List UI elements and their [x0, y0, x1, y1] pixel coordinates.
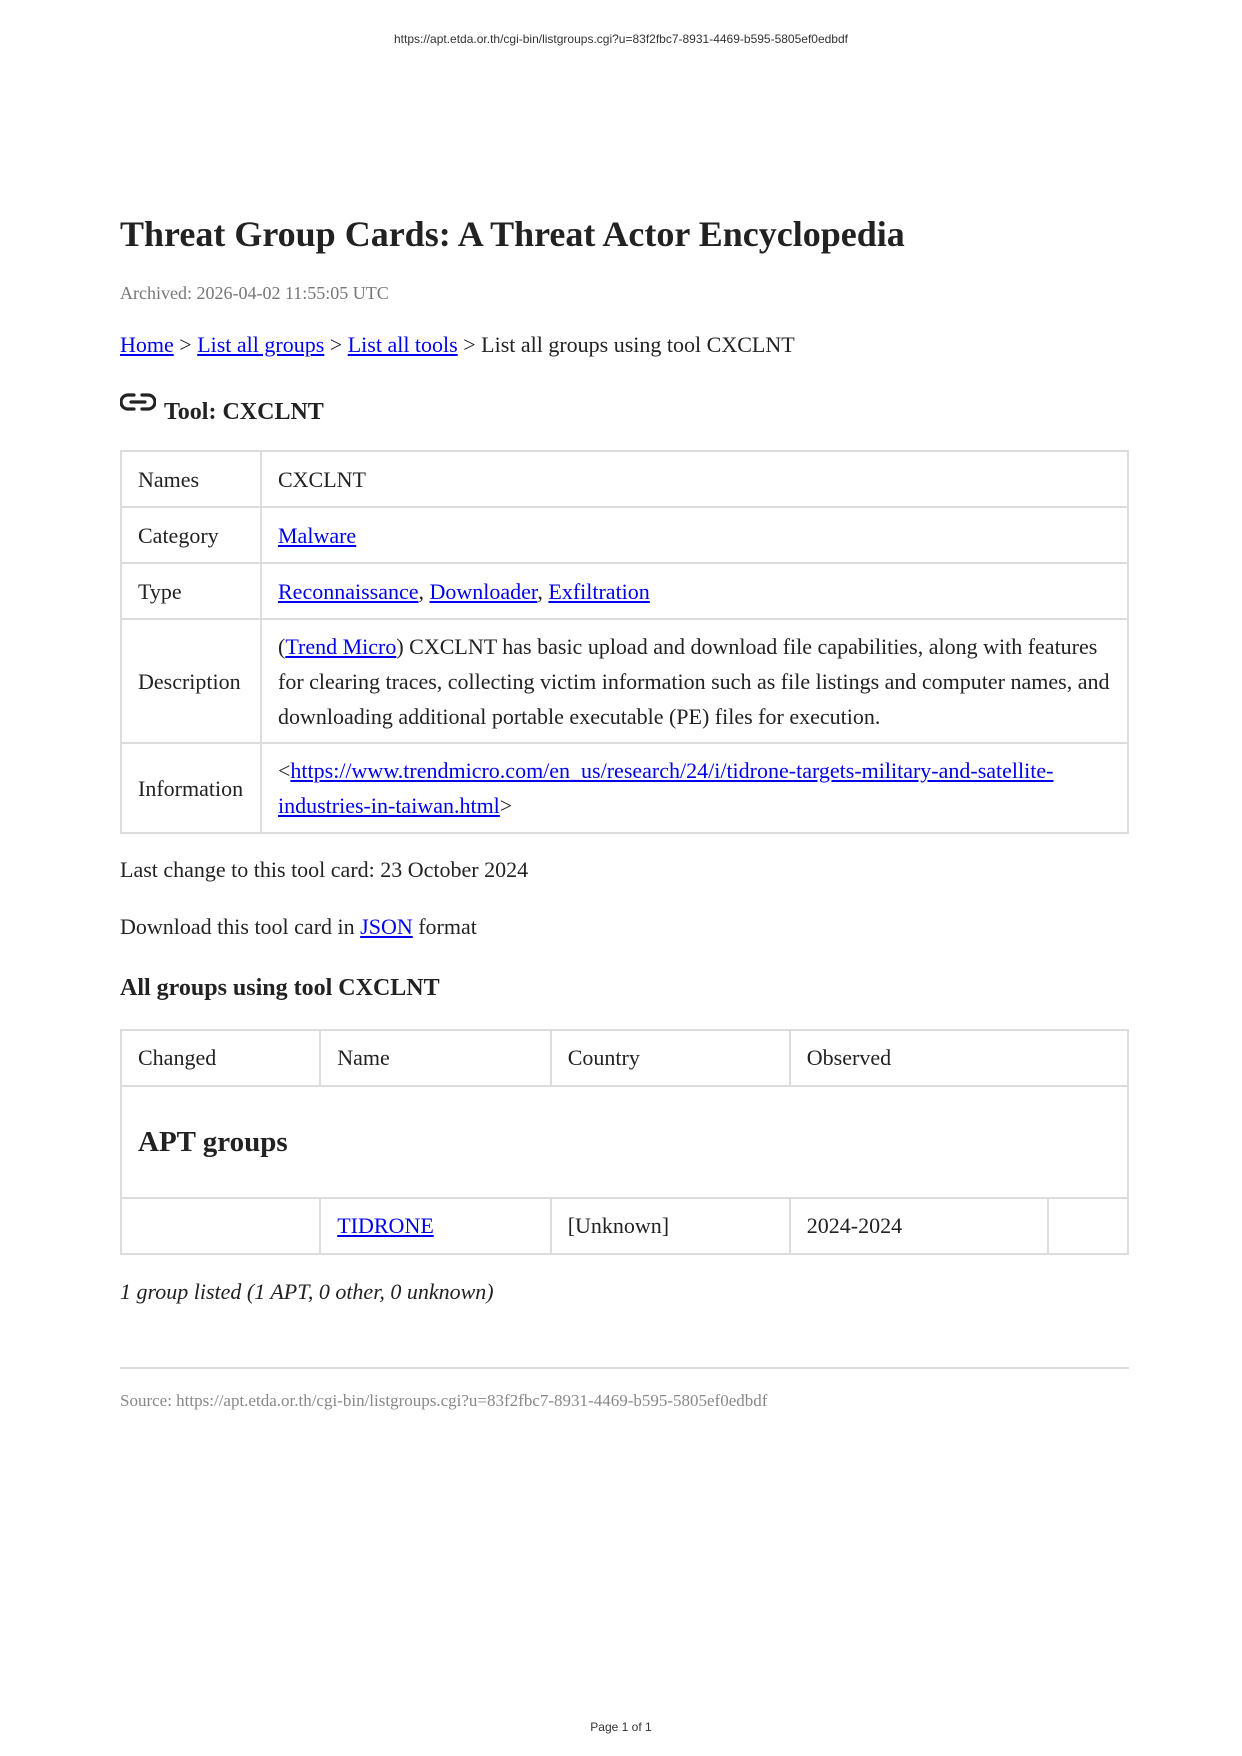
- information-gt: >: [499, 793, 513, 818]
- column-header-changed: Changed: [121, 1030, 320, 1086]
- table-row: [121, 1198, 1128, 1254]
- groups-summary: 1 group listed (1 APT, 0 other, 0 unknown): [120, 1279, 494, 1304]
- category-cell: [261, 507, 1128, 563]
- type-downloader-link[interactable]: Downloader: [429, 578, 538, 604]
- group-tidrone-link[interactable]: TIDRONE: [337, 1213, 434, 1238]
- cell-country: [Unknown]: [551, 1198, 790, 1254]
- information-label: Information: [121, 743, 261, 833]
- tool-heading-text: Tool: CXCLNT: [164, 399, 324, 425]
- column-header-observed: Observed: [790, 1030, 1128, 1086]
- table-row: [121, 619, 1128, 743]
- description-cell: [261, 619, 1128, 743]
- breadcrumb-list-groups-link[interactable]: List all groups: [197, 332, 325, 357]
- type-cell: [261, 563, 1128, 619]
- description-text: ) CXCLNT has basic upload and download file capabilities, along with features for clearing traces, collecting victim information such as file listings and computer names, and downloading additional portable executable (PE) files for execution.: [278, 633, 1110, 729]
- type-separator: ,: [537, 578, 549, 604]
- trend-micro-link[interactable]: Trend Micro: [285, 633, 397, 659]
- cell-observed: 2024-2024: [790, 1198, 1048, 1254]
- breadcrumb-current: List all groups using tool CXCLNT: [481, 332, 795, 357]
- cell-changed: [121, 1198, 320, 1254]
- table-row: [121, 743, 1128, 833]
- download-line: [120, 912, 1129, 942]
- information-link[interactable]: https://www.trendmicro.com/en_us/research/24/i/tidrone-targets-military-and-satellite-industries-in-taiwan.html: [278, 758, 1054, 818]
- type-separator: ,: [418, 578, 430, 604]
- breadcrumb-list-tools-link[interactable]: List all tools: [347, 332, 458, 357]
- table-row: [121, 451, 1128, 507]
- names-label: Names: [121, 451, 261, 507]
- divider: [120, 1367, 1129, 1369]
- description-label: Description: [121, 619, 261, 743]
- json-download-link[interactable]: JSON: [360, 914, 413, 939]
- link-icon: [120, 390, 156, 412]
- table-row: [121, 507, 1128, 563]
- breadcrumb-separator: >: [457, 332, 482, 357]
- section-row: [121, 1086, 1128, 1198]
- page-number: Page 1 of 1: [590, 1720, 652, 1734]
- table-header-row: [121, 1030, 1128, 1086]
- archived-timestamp: Archived: 2026-04-02 11:55:05 UTC: [120, 283, 389, 303]
- type-reconnaissance-link[interactable]: Reconnaissance: [278, 578, 419, 604]
- section-title-apt-groups: APT groups: [138, 1125, 288, 1158]
- type-label: Type: [121, 563, 261, 619]
- information-lt: <: [278, 758, 291, 783]
- tool-info-table: [120, 450, 1129, 834]
- type-exfiltration-link[interactable]: Exfiltration: [548, 578, 650, 604]
- groups-heading: All groups using tool CXCLNT: [120, 975, 440, 1001]
- category-malware-link[interactable]: Malware: [278, 522, 357, 548]
- column-header-name: Name: [320, 1030, 550, 1086]
- breadcrumb: [120, 330, 1129, 360]
- breadcrumb-home-link[interactable]: Home: [120, 332, 174, 357]
- main-content: [120, 210, 1129, 1413]
- information-cell: [261, 743, 1128, 833]
- names-value: CXCLNT: [261, 451, 1128, 507]
- cell-name: [320, 1198, 550, 1254]
- page-title: Threat Group Cards: A Threat Actor Encyclopedia: [120, 214, 905, 254]
- breadcrumb-separator: >: [173, 332, 198, 357]
- column-header-country: Country: [551, 1030, 790, 1086]
- print-header-url: https://apt.etda.or.th/cgi-bin/listgroups.cgi?u=83f2fbc7-8931-4469-b595-5805ef0edbdf: [394, 32, 848, 46]
- description-open-paren: (: [278, 633, 286, 659]
- download-prefix: Download this tool card in: [120, 914, 361, 939]
- category-label: Category: [121, 507, 261, 563]
- table-row: [121, 563, 1128, 619]
- section-cell: [121, 1086, 1128, 1198]
- source-url: Source: https://apt.etda.or.th/cgi-bin/listgroups.cgi?u=83f2fbc7-8931-4469-b595-5805ef0edbdf: [120, 1391, 768, 1410]
- groups-table: [120, 1029, 1129, 1255]
- cell-extra: [1048, 1198, 1128, 1254]
- breadcrumb-separator: >: [324, 332, 348, 357]
- last-change-text: Last change to this tool card: 23 October 2024: [120, 857, 529, 882]
- tool-heading: [120, 396, 1129, 428]
- download-suffix: format: [412, 914, 477, 939]
